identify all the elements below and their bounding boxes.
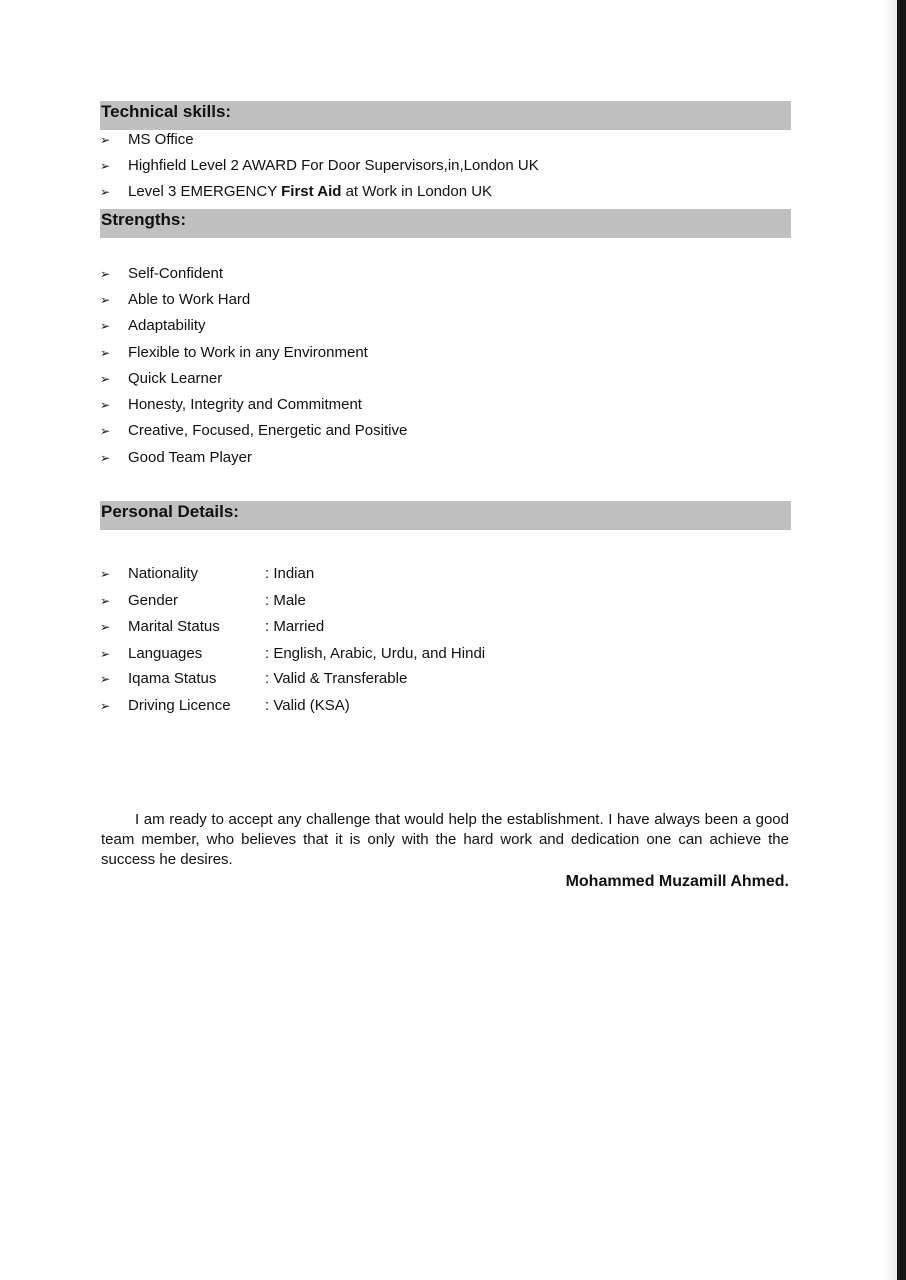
arrowhead-bullet-icon: ➢: [100, 451, 111, 465]
detail-label: Nationality: [128, 565, 199, 582]
declaration-paragraph: [101, 810, 789, 870]
detail-value: : Male: [265, 592, 306, 609]
arrowhead-bullet-icon: ➢: [100, 398, 111, 412]
arrowhead-bullet-icon: ➢: [100, 647, 111, 661]
strength-item-label: Honesty, Integrity and Commitment: [128, 396, 362, 413]
detail-label: Gender: [128, 592, 179, 609]
detail-label: Iqama Status: [128, 670, 217, 687]
arrowhead-bullet-icon: ➢: [100, 267, 111, 281]
arrowhead-bullet-icon: ➢: [100, 293, 111, 307]
arrowhead-bullet-icon: ➢: [100, 424, 111, 438]
arrowhead-bullet-icon: ➢: [100, 672, 111, 686]
page-edge-shadow: [883, 0, 897, 1280]
strength-item-label: Adaptability: [128, 317, 206, 334]
skill-item-label: Highfield Level 2 AWARD For Door Supervisors,in,London UK: [128, 157, 539, 174]
arrowhead-bullet-icon: ➢: [100, 346, 111, 360]
arrowhead-bullet-icon: ➢: [100, 567, 111, 581]
skill-item-bold: First Aid: [281, 183, 342, 200]
detail-value: : Valid & Transferable: [265, 670, 408, 687]
technical-skills-heading: Technical skills:: [100, 101, 791, 130]
strengths-heading: Strengths:: [100, 209, 791, 238]
strength-item-label: Able to Work Hard: [128, 291, 251, 308]
arrowhead-bullet-icon: ➢: [100, 185, 111, 199]
signature-name: Mohammed Muzamill Ahmed.: [565, 873, 789, 890]
strength-item-label: Self-Confident: [128, 265, 224, 282]
detail-value: : Valid (KSA): [265, 697, 350, 714]
page-edge: [897, 0, 906, 1280]
strength-item-label: Quick Learner: [128, 370, 223, 387]
strength-item-label: Good Team Player: [128, 449, 252, 466]
arrowhead-bullet-icon: ➢: [100, 594, 111, 608]
skill-item-label: [128, 182, 492, 202]
arrowhead-bullet-icon: ➢: [100, 372, 111, 386]
skill-item-prefix: Level 3 EMERGENCY: [128, 183, 282, 200]
arrowhead-bullet-icon: ➢: [100, 699, 111, 713]
arrowhead-bullet-icon: ➢: [100, 133, 111, 147]
arrowhead-bullet-icon: ➢: [100, 319, 111, 333]
declaration-text: I am ready to accept any challenge that would help the establishment. I have always been a good team member, who believes that it is only with the hard work and dedication one can achieve the success he desires.: [101, 811, 789, 868]
detail-label: Marital Status: [128, 618, 220, 635]
personal-details-heading: Personal Details:: [100, 501, 791, 530]
detail-value: : Married: [265, 618, 325, 635]
detail-value: : English, Arabic, Urdu, and Hindi: [265, 645, 486, 662]
strength-item-label: Creative, Focused, Energetic and Positive: [128, 422, 408, 439]
skill-item-label: MS Office: [128, 131, 194, 148]
detail-label: Driving Licence: [128, 697, 231, 714]
strength-item-label: Flexible to Work in any Environment: [128, 344, 368, 361]
arrowhead-bullet-icon: ➢: [100, 620, 111, 634]
arrowhead-bullet-icon: ➢: [100, 159, 111, 173]
detail-label: Languages: [128, 645, 203, 662]
skill-item-suffix: at Work in London UK: [341, 183, 493, 200]
detail-value: : Indian: [265, 565, 315, 582]
